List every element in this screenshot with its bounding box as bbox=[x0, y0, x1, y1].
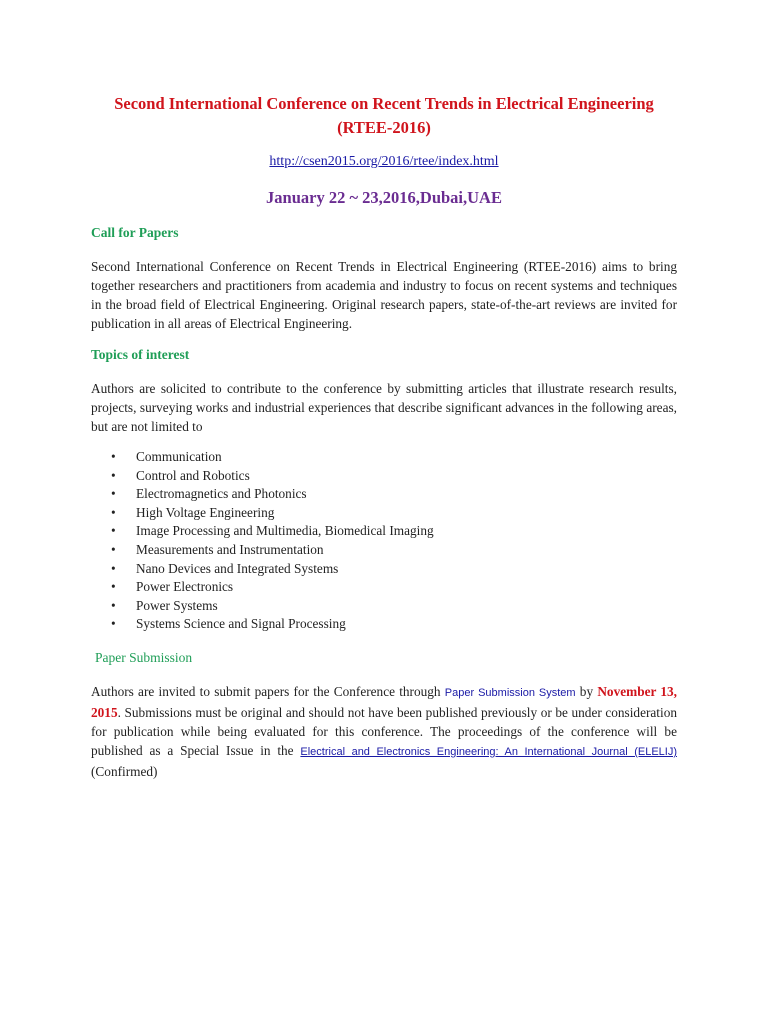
paper-submission-body bbox=[91, 682, 677, 781]
topic-label: Measurements and Instrumentation bbox=[136, 541, 324, 557]
topic-label: High Voltage Engineering bbox=[136, 504, 275, 520]
submission-deadline: November 13, 2015 bbox=[91, 684, 677, 720]
topic-label: Power Electronics bbox=[136, 579, 234, 595]
submission-text-1: Authors are invited to submit papers for the Conference through bbox=[91, 684, 445, 699]
date-location: January 22 ~ 23,2016,Dubai,UAE bbox=[266, 188, 502, 207]
list-item bbox=[91, 522, 434, 541]
list-item bbox=[91, 541, 434, 560]
conference-url-link[interactable]: http://csen2015.org/2016/rtee/index.html bbox=[269, 154, 499, 169]
topics-list bbox=[91, 448, 434, 634]
topic-label: Communication bbox=[136, 449, 222, 464]
list-item bbox=[91, 560, 434, 579]
list-item bbox=[91, 504, 434, 523]
bullet-icon: • bbox=[111, 541, 116, 557]
list-item bbox=[91, 467, 434, 486]
list-item bbox=[91, 578, 434, 597]
topic-label: Control and Robotics bbox=[136, 467, 250, 483]
bullet-icon: • bbox=[111, 597, 116, 613]
bullet-icon: • bbox=[111, 616, 116, 632]
submission-text-2: by bbox=[575, 684, 598, 699]
bullet-icon: • bbox=[111, 560, 116, 576]
topic-label: Image Processing and Multimedia, Biomedical Imaging bbox=[136, 523, 434, 539]
bullet-icon: • bbox=[111, 467, 116, 483]
bullet-icon: • bbox=[111, 523, 116, 539]
call-for-papers-body: Second International Conference on Recent Trends in Electrical Engineering (RTEE-2016) aims to bring together researchers and practitioners from academia and industry to focus on recent systems and techniques in the broad field of Electrical Engineering. Original research papers, state-of-the-art reviews are invited for publication in all areas of Electrical Engineering. bbox=[91, 259, 677, 331]
topic-label: Systems Science and Signal Processing bbox=[136, 616, 346, 632]
title-line-2: (RTEE-2016) bbox=[337, 118, 431, 137]
topic-label: Power Systems bbox=[136, 597, 218, 613]
list-item bbox=[91, 448, 434, 467]
journal-link[interactable]: Electrical and Electronics Engineering: An International Journal (ELELIJ) bbox=[300, 746, 677, 758]
list-item bbox=[91, 485, 434, 504]
bullet-icon: • bbox=[111, 486, 116, 502]
conference-title bbox=[60, 92, 708, 140]
bullet-icon: • bbox=[111, 449, 116, 464]
submission-text-4: (Confirmed) bbox=[91, 764, 158, 779]
topic-label: Electromagnetics and Photonics bbox=[136, 486, 307, 502]
bullet-icon: • bbox=[111, 504, 116, 520]
list-item bbox=[91, 615, 434, 634]
topics-intro: Authors are solicited to contribute to the conference by submitting articles that illustrate research results, projects, surveying works and industrial experiences that describe significant advances in the following areas, but are not limited to bbox=[91, 381, 677, 434]
paper-submission-heading: Paper Submission bbox=[95, 650, 193, 665]
list-item bbox=[91, 597, 434, 616]
topics-heading: Topics of interest bbox=[91, 347, 190, 362]
title-line-1: Second International Conference on Recent Trends in Electrical Engineering bbox=[114, 94, 654, 113]
conference-url-line bbox=[60, 153, 708, 171]
submission-text-3: . Submissions must be original and should not have been published previously or be under consideration for publication while being evaluated for this conference. The proceedings of the conference will be published as a Special Issue in the bbox=[91, 705, 677, 758]
bullet-icon: • bbox=[111, 579, 116, 595]
call-for-papers-heading: Call for Papers bbox=[91, 225, 179, 240]
paper-submission-system-link[interactable]: Paper Submission System bbox=[444, 687, 576, 699]
topic-label: Nano Devices and Integrated Systems bbox=[136, 560, 339, 576]
